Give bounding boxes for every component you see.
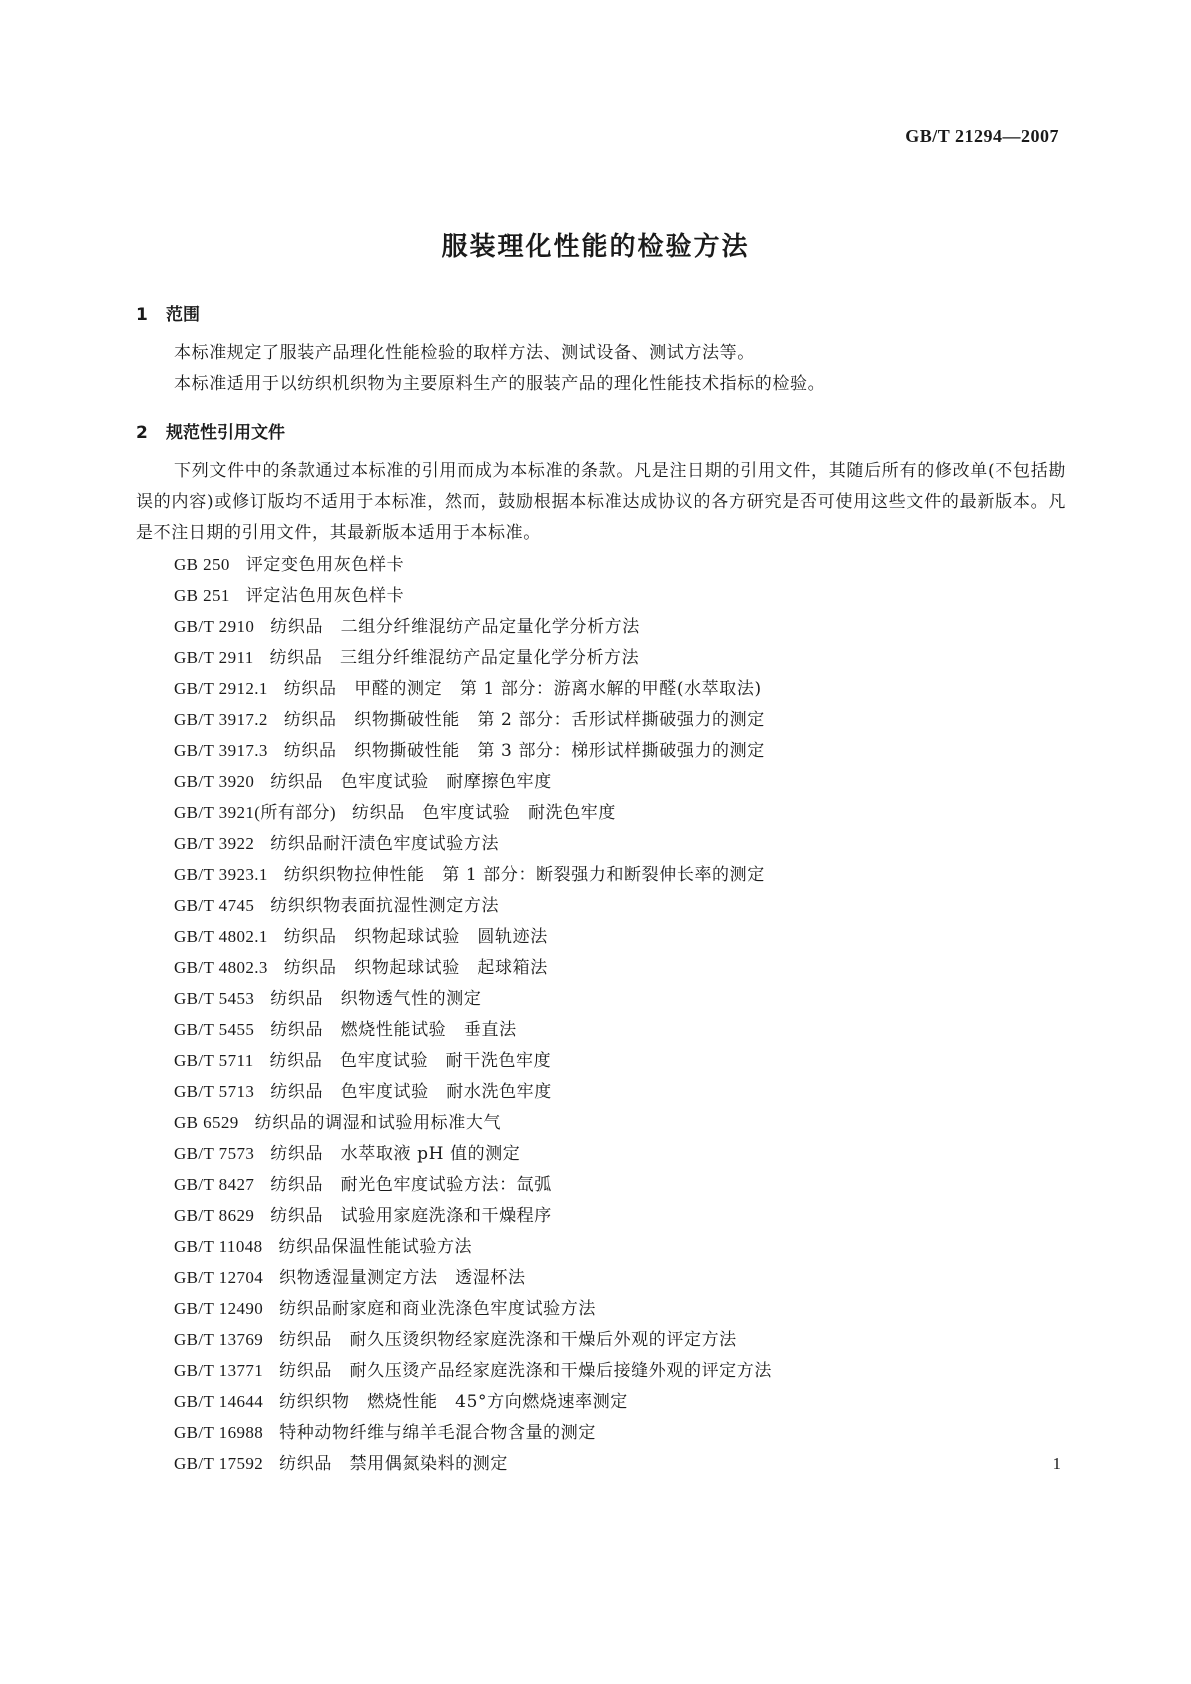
reference-code: GB/T 4802.3 [174,958,268,977]
reference-item [136,1076,1066,1107]
reference-code: GB/T 5455 [174,1020,255,1039]
reference-item [136,1293,1066,1324]
reference-code: GB 251 [174,586,230,605]
reference-item [136,1045,1066,1076]
reference-item [136,580,1066,611]
reference-title: 评定变色用灰色样卡 [245,555,405,575]
section-scope [136,302,1066,400]
reference-item [136,952,1066,983]
reference-item [136,1200,1066,1231]
reference-code: GB/T 16988 [174,1423,264,1442]
reference-code: GB/T 12704 [174,1268,264,1287]
reference-code: GB/T 2910 [174,617,255,636]
section-number: 1 [136,305,148,325]
section-number: 2 [136,423,148,443]
reference-title: 纺织品耐家庭和商业洗涤色牢度试验方法 [279,1299,596,1319]
reference-code: GB/T 11048 [174,1237,263,1256]
reference-item [136,921,1066,952]
reference-code: GB/T 3917.3 [174,741,268,760]
section-heading [136,420,1066,446]
reference-title: 评定沾色用灰色样卡 [245,586,405,606]
reference-code: GB 6529 [174,1113,239,1132]
reference-title: 纺织品 织物起球试验 圆轨迹法 [283,927,548,947]
reference-code: GB/T 4745 [174,896,255,915]
reference-code: GB/T 5711 [174,1051,254,1070]
reference-title: 纺织品 织物撕破性能 第 2 部分：舌形试样撕破强力的测定 [283,710,765,730]
reference-item [136,642,1066,673]
reference-code: GB/T 3920 [174,772,255,791]
section-heading [136,302,1066,328]
reference-item [136,1138,1066,1169]
reference-code: GB/T 13771 [174,1361,264,1380]
reference-title: 纺织品 水萃取液 pH 值的测定 [270,1144,521,1164]
reference-item [136,549,1066,580]
reference-item [136,797,1066,828]
section-title: 范围 [166,305,200,325]
reference-code: GB/T 8427 [174,1175,255,1194]
reference-code: GB/T 5713 [174,1082,255,1101]
standard-code: GB/T 21294—2007 [905,126,1059,146]
reference-code: GB/T 3921(所有部分) [174,803,336,822]
reference-title: 纺织品 色牢度试验 耐摩擦色牢度 [270,772,552,792]
reference-item [136,1324,1066,1355]
reference-item [136,1169,1066,1200]
reference-code: GB/T 14644 [174,1392,264,1411]
reference-title: 纺织品 色牢度试验 耐洗色牢度 [352,803,616,823]
reference-item [136,1448,1066,1479]
reference-item [136,1386,1066,1417]
reference-code: GB/T 3917.2 [174,710,268,729]
reference-title: 纺织品 耐久压烫织物经家庭洗涤和干燥后外观的评定方法 [279,1330,737,1350]
reference-title: 纺织品 织物透气性的测定 [270,989,482,1009]
reference-code: GB/T 4802.1 [174,927,268,946]
reference-item [136,611,1066,642]
reference-title: 纺织品 织物起球试验 起球箱法 [283,958,548,978]
reference-title: 纺织品耐汗渍色牢度试验方法 [270,834,500,854]
reference-item [136,1014,1066,1045]
reference-code: GB/T 8629 [174,1206,255,1225]
reference-title: 纺织品 耐久压烫产品经家庭洗涤和干燥后接缝外观的评定方法 [279,1361,772,1381]
reference-item [136,1262,1066,1293]
reference-title: 纺织品 耐光色牢度试验方法：氙弧 [270,1175,552,1195]
reference-code: GB/T 2911 [174,648,254,667]
reference-title: 纺织品 色牢度试验 耐干洗色牢度 [269,1051,552,1071]
reference-code: GB/T 12490 [174,1299,264,1318]
reference-item [136,673,1066,704]
reference-title: 纺织品 燃烧性能试验 垂直法 [270,1020,517,1040]
reference-code: GB/T 3922 [174,834,255,853]
scope-paragraph: 本标准规定了服装产品理化性能检验的取样方法、测试设备、测试方法等。 [174,343,755,363]
reference-code: GB/T 5453 [174,989,255,1008]
reference-code: GB/T 3923.1 [174,865,268,884]
reference-title: 纺织织物拉伸性能 第 1 部分：断裂强力和断裂伸长率的测定 [283,865,765,885]
reference-title: 纺织织物表面抗湿性测定方法 [270,896,500,916]
reference-title: 纺织品 色牢度试验 耐水洗色牢度 [270,1082,552,1102]
reference-code: GB/T 2912.1 [174,679,268,698]
reference-code: GB/T 17592 [174,1454,264,1473]
document-title: 服装理化性能的检验方法 [441,232,750,262]
reference-title: 特种动物纤维与绵羊毛混合物含量的测定 [279,1423,596,1443]
reference-code: GB/T 13769 [174,1330,264,1349]
reference-title: 纺织品 试验用家庭洗涤和干燥程序 [270,1206,552,1226]
reference-item [136,1417,1066,1448]
reference-title: 纺织织物 燃烧性能 45°方向燃烧速率测定 [279,1392,628,1412]
reference-list [136,549,1066,1479]
reference-item [136,704,1066,735]
reference-title: 纺织品 三组分纤维混纺产品定量化学分析方法 [269,648,640,668]
page-number: 1 [1052,1454,1061,1473]
reference-code: GB 250 [174,555,230,574]
reference-code: GB/T 7573 [174,1144,255,1163]
section-normative-references [136,420,1066,1479]
reference-item [136,766,1066,797]
reference-title: 织物透湿量测定方法 透湿杯法 [279,1268,526,1288]
reference-item [136,1231,1066,1262]
reference-item [136,1355,1066,1386]
section-title: 规范性引用文件 [166,423,285,443]
reference-title: 纺织品的调湿和试验用标准大气 [254,1113,502,1133]
reference-item [136,1107,1066,1138]
reference-item [136,735,1066,766]
reference-item [136,828,1066,859]
references-intro-paragraph: 下列文件中的条款通过本标准的引用而成为本标准的条款。凡是注日期的引用文件，其随后所有的修改单(不包括勘误的内容)或修订版均不适用于本标准，然而，鼓励根据本标准达成协议的各方研究是否可使用这些文件的最新版本。凡是不注日期的引用文件，其最新版本适用于本标准。 [136,461,1066,543]
reference-title: 纺织品 禁用偶氮染料的测定 [279,1454,508,1474]
reference-title: 纺织品 甲醛的测定 第 1 部分：游离水解的甲醛(水萃取法) [283,679,762,699]
reference-title: 纺织品保温性能试验方法 [278,1237,473,1257]
scope-paragraph: 本标准适用于以纺织机织物为主要原料生产的服装产品的理化性能技术指标的检验。 [174,374,826,394]
reference-item [136,983,1066,1014]
reference-title: 纺织品 织物撕破性能 第 3 部分：梯形试样撕破强力的测定 [283,741,765,761]
reference-title: 纺织品 二组分纤维混纺产品定量化学分析方法 [270,617,640,637]
reference-item [136,859,1066,890]
reference-item [136,890,1066,921]
